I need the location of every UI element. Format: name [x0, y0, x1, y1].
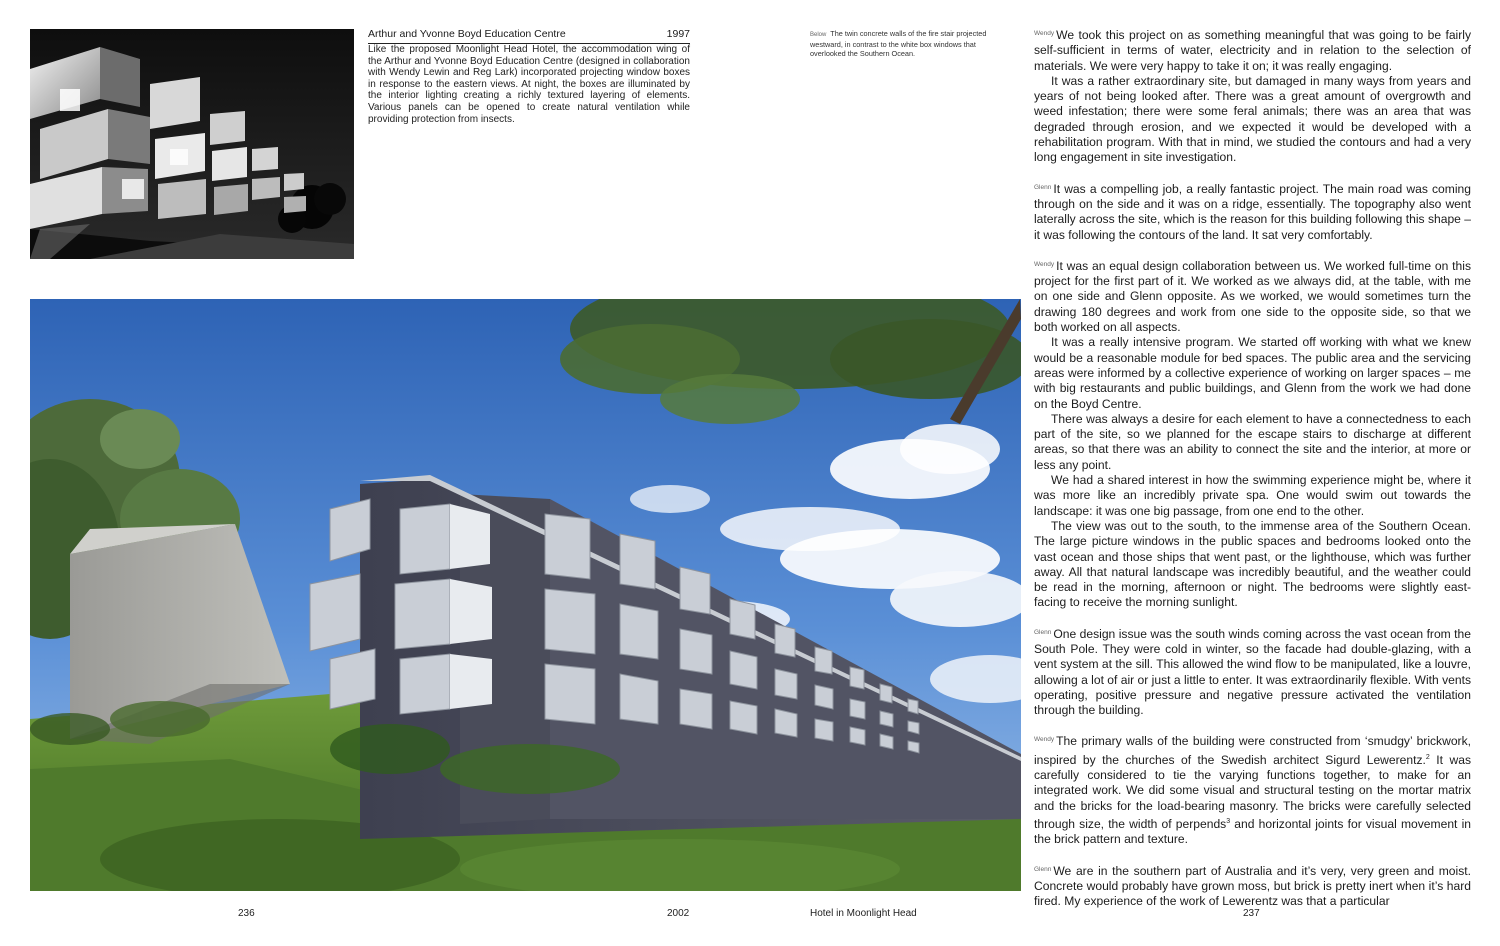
paragraph — [1034, 180, 1471, 243]
paragraph-text: and horizontal joints for visual movement in the brick pattern and texture. — [1034, 817, 1471, 847]
speaker-label: Glenn — [1034, 183, 1052, 191]
paragraph — [1034, 26, 1471, 74]
paragraph — [1034, 74, 1471, 166]
caption-body: Like the proposed Moonlight Head Hotel, the accommodation wing of the Arthur and Yvonne Boyd Education Centre (designed in collaboration with Wendy Lewin and Reg Lark) incorporated projecting window boxes in response to the eastern views. At night, the boxes are illuminated by the interior lighting creating a richly textured layering of elements. Various panels can be opened to create natural ventilation while providing protection from insects. — [368, 44, 690, 125]
speaker-label: Glenn — [1034, 865, 1052, 873]
paragraph-text: It was a compelling job, a really fantastic project. The main road was coming through on the side and it was on a ridge, essentially. The topography also went laterally across the site, which is the reason for this building following this shape – it was following the contours of the land. It sat very comfortably. — [1034, 181, 1471, 242]
page-number-right: 237 — [1243, 908, 1260, 919]
interview-column — [1034, 26, 1471, 910]
boyd-centre-night-photo — [30, 29, 354, 259]
paragraph-text: We had a shared interest in how the swimming experience might be, where it was more like an incredibly private spa. One would swim out towards the landscape: it was one big passage, from one end to the other. — [1034, 473, 1471, 518]
paragraph — [1034, 473, 1471, 519]
footer-year: 2002 — [667, 908, 690, 919]
page-number-left: 236 — [238, 908, 255, 919]
paragraph — [1034, 412, 1471, 473]
speaker-label: Wendy — [1034, 736, 1055, 744]
caption-year: 1997 — [666, 28, 690, 40]
paragraph-text: It was carefully considered to tie the varying functions together, to make for an integrated work. We did some visual and structural testing on the mortar matrix and the bricks for the load-bearing masonry. The bricks were carefully selected through size, the width of perpends — [1034, 752, 1471, 832]
speaker-label: Wendy — [1034, 260, 1055, 268]
paragraph-text: It was a rather extraordinary site, but damaged in many ways from years and years of not being looked after. There was a great amount of overgrowth and weed infestation; there were some feral animals; there was an area that was degraded through erosion, and we expected it would be developed with a rehabilitation program. With that in mind, we studied the contours and had a very long engagement in site investigation. — [1034, 73, 1471, 165]
paragraph-text: It was an equal design collaboration between us. We worked full-time on this project for the first part of it. We worked as we always did, at the table, with me on one side and Glenn opposite. As we worked, we would sometimes turn the drawing 180 degrees and work from one side to the opposite side, so that we both worked on all aspects. — [1034, 258, 1471, 335]
paragraph — [1034, 335, 1471, 411]
caption-title: Arthur and Yvonne Boyd Education Centre — [368, 28, 566, 40]
footnote-ref: 3 — [1226, 817, 1231, 825]
speaker-label: Glenn — [1034, 628, 1052, 636]
paragraph — [1034, 625, 1471, 719]
paragraph-text: We took this project on as something meaningful that was going to be fairly self-sufficient in terms of water, electricity and in relation to the selection of materials. We were very happy to take it on; it was really engaging. — [1034, 28, 1471, 73]
hotel-render-image — [30, 299, 1021, 891]
below-caption-tag: Below — [810, 32, 827, 38]
below-caption — [810, 29, 1000, 58]
paragraph — [1034, 862, 1471, 910]
footnote-ref: 2 — [1425, 753, 1430, 761]
paragraph-text: One design issue was the south winds coming across the vast ocean from the South Pole. They were cold in winter, so the facade had double-glazing, with a vent system at the sill. This allowed the wind flow to be manipulated, like a louvre, allowing a lot of air or just a little to enter. It was extraordinarily flexible. With vents operating, positive pressure and negative pressure activated the ventilation through the building. — [1034, 626, 1471, 718]
paragraph — [1034, 257, 1471, 335]
footer-project-title: Hotel in Moonlight Head — [810, 908, 917, 919]
paragraph-text: There was always a desire for each element to have a connectedness to each part of the site, so we planned for the escape stairs to discharge at different areas, so that there was an ability to connect the site and the interior, at more or less any point. — [1034, 411, 1471, 472]
paragraph-text: It was a really intensive program. We started off working with what we knew would be a reasonable module for bed spaces. The public area and the servicing areas were informed by a collective experience of working on larger spaces – me with big restaurants and public buildings, and Glenn from the work we had done on the Boyd Centre. — [1034, 335, 1471, 411]
speaker-label: Wendy — [1034, 30, 1055, 37]
paragraph-text: The primary walls of the building were constructed from ‘smudgy’ brickwork, inspired by the churches of the Swedish architect Sigurd Lewerentz. — [1034, 734, 1471, 767]
paragraph — [1034, 519, 1471, 611]
paragraph — [1034, 732, 1471, 847]
paragraph-text: The view was out to the south, to the immense area of the Southern Ocean. The large picture windows in the public spaces and bedrooms looked onto the vast ocean and those ships that went past, or the lighthouse, which was further away. All that natural landscape was incredibly beautiful, and the weather could be read in the morning, afternoon or night. The bedrooms were slightly east-facing to receive the morning sunlight. — [1034, 518, 1471, 610]
below-caption-text: The twin concrete walls of the fire stair projected westward, in contrast to the white box windows that overlooked the Southern Ocean. — [810, 29, 987, 58]
paragraph-text: We are in the southern part of Australia and it’s very, very green and moist. Concrete would probably have grown moss, but brick is pretty inert when it’s hard fired. My experience of the work of Lewerentz was that a particular — [1034, 863, 1471, 909]
caption-heading — [368, 28, 690, 44]
